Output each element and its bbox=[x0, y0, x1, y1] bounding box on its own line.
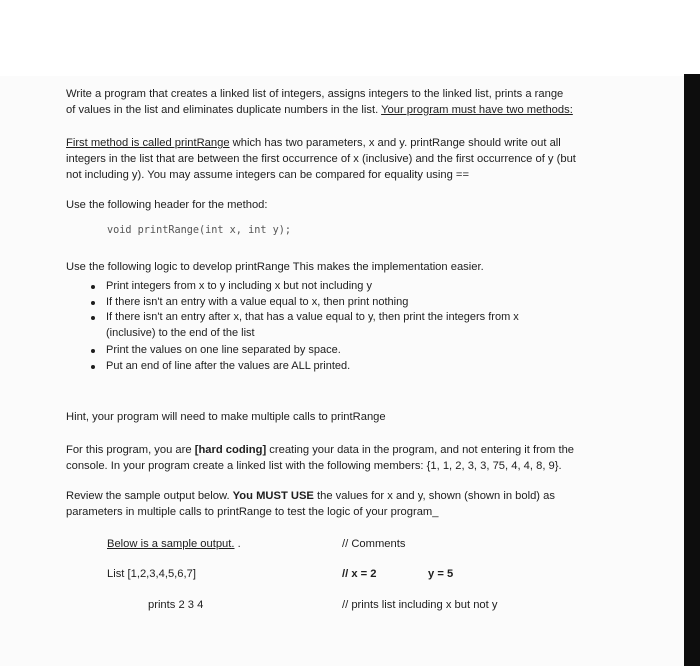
logic-bullet: If there isn't an entry after x, that has a value equal to y, then print the integers from x (inclusive) to the end of the list bbox=[90, 310, 570, 341]
two-methods-requirement: Your program must have two methods: bbox=[381, 104, 573, 116]
hard-coding-line-1: creating your data in the program, and not entering it from the bbox=[266, 444, 575, 456]
review-prefix: Review the sample output below. bbox=[66, 490, 233, 502]
header-instruction: Use the following header for the method: bbox=[66, 199, 268, 211]
top-margin bbox=[0, 0, 700, 76]
hard-coding-prefix: For this program, you are bbox=[66, 444, 195, 456]
logic-bullet-list bbox=[90, 279, 570, 375]
review-bold: You MUST USE bbox=[232, 490, 314, 502]
x-value-comment: // x = 2 bbox=[342, 568, 377, 580]
review-line-1: the values for x and y, shown (shown in bold) as bbox=[313, 490, 555, 502]
review-line-2: parameters in multiple calls to printRange to test the logic of your program_ bbox=[66, 506, 439, 518]
y-value-comment: y = 5 bbox=[428, 568, 454, 580]
sample-list-label: List [1,2,3,4,5,6,7] bbox=[107, 568, 196, 580]
first-method-line-2: integers in the list that are between the first occurrence of x (inclusive) and the first occurrence of y (but bbox=[66, 153, 576, 165]
first-method-line-1: which has two parameters, x and y. printRange should write out all bbox=[229, 137, 561, 149]
intro-line-2: of values in the list and eliminates duplicate numbers in the list. bbox=[66, 104, 379, 116]
first-method-paragraph bbox=[66, 135, 666, 183]
sample-output-title bbox=[107, 536, 241, 552]
window-edge-bar bbox=[684, 74, 700, 666]
logic-intro: Use the following logic to develop printRange This makes the implementation easier. bbox=[66, 261, 484, 273]
method-header-code: void printRange(int x, int y); bbox=[107, 225, 292, 236]
hard-coding-bold: [hard coding] bbox=[194, 444, 267, 456]
comments-header: // Comments bbox=[342, 538, 406, 550]
logic-bullet: Put an end of line after the values are ALL printed. bbox=[90, 359, 570, 375]
sample-title-suffix: . bbox=[234, 538, 241, 550]
sample-title-text: Below is a sample output. bbox=[107, 538, 235, 550]
review-paragraph bbox=[66, 488, 666, 520]
hint-text: Hint, your program will need to make multiple calls to printRange bbox=[66, 411, 386, 423]
intro-paragraph bbox=[66, 86, 666, 118]
prints-output: prints 2 3 4 bbox=[148, 599, 204, 611]
intro-line-1: Write a program that creates a linked list of integers, assigns integers to the linked list, prints a range bbox=[66, 88, 564, 100]
first-method-title: First method is called printRange bbox=[66, 137, 230, 149]
logic-bullet: If there isn't an entry with a value equal to x, then print nothing bbox=[90, 295, 570, 311]
hard-coding-line-2: console. In your program create a linked list with the following members: {1, 1, 2, 3, 3, 75, 4, 4, 8, 9}. bbox=[66, 460, 562, 472]
logic-bullet: Print the values on one line separated by space. bbox=[90, 343, 570, 359]
prints-comment: // prints list including x but not y bbox=[342, 599, 498, 611]
logic-bullet: Print integers from x to y including x but not including y bbox=[90, 279, 570, 295]
first-method-line-3: not including y). You may assume integers can be compared for equality using == bbox=[66, 169, 469, 181]
hard-coding-paragraph bbox=[66, 442, 666, 474]
